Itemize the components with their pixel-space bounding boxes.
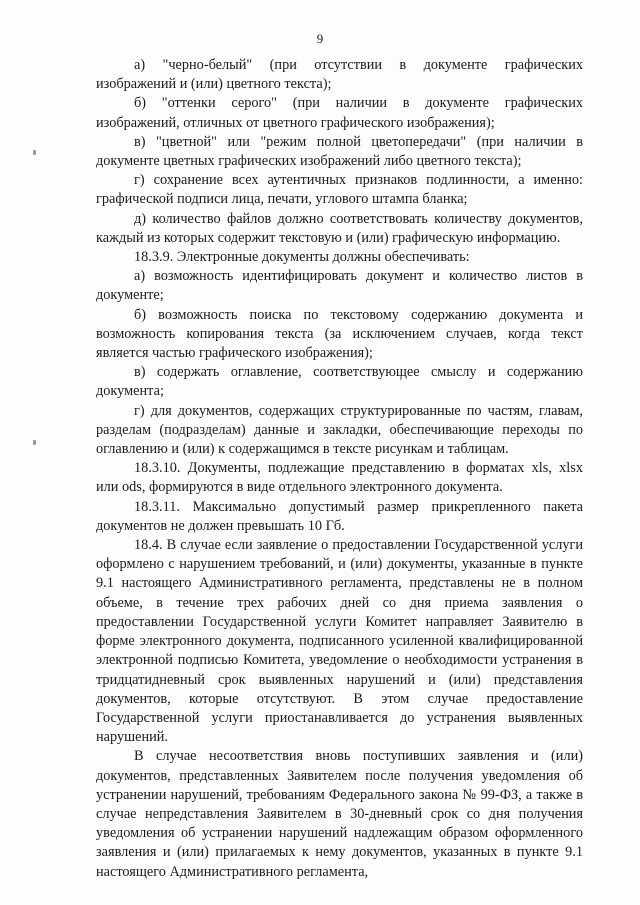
paragraph: д) количество файлов должно соответствовать количеству документов, каждый из которых содержит текстовую и (или) графическую информацию. <box>96 210 583 246</box>
paragraph: г) сохранение всех аутентичных признаков подлинности, а именно: графической подписи лица, печати, углового штампа бланка; <box>96 172 583 208</box>
paragraph: в) "цветной" или "режим полной цветопередачи" (при наличии в документе цветных графических изображений либо цветного текста); <box>96 133 583 170</box>
paragraph: б) возможность поиска по текстовому содержанию документа и возможность копирования текста (за исключением случаев, когда текст является частью графического изображения); <box>96 306 583 362</box>
paragraph: а) "черно-белый" (при отсутствии в документе графических изображений и (или) цветного текста); <box>96 57 583 93</box>
paragraph: г) для документов, содержащих структурированные по частям, главам, разделам (подразделам) данные и закладки, обеспечивающие переходы по оглавлению и (или) к содержащимся в тексте рисункам и таблицам. <box>96 402 583 458</box>
document-body <box>96 56 583 882</box>
paragraph: б) "оттенки серого" (при наличии в документе графических изображений, отличных от цветного графического изображения); <box>96 95 583 131</box>
scan-mark <box>33 440 36 445</box>
scan-mark <box>33 150 36 155</box>
paragraph: 18.4. В случае если заявление о предоставлении Государственной услуги оформлено с нарушением требований, и (или) документы, указанные в пункте 9.1 настоящего Административного регламента, представлены не в полном объеме, в течение трех рабочих дней со дня приема заявления о предоставлении Государственной услуги Комитет направляет Заявителю в форме электронного документа, подписанного усиленной квалифицированной электронной подписью Комитета, уведомление о необходимости устранения в тридцатидневный срок выявленных нарушений и (или) представления документов, которые отсутствуют. В этом случае предоставление Государственной услуги приостанавливается до устранения выявленных нарушений. <box>96 537 583 746</box>
paragraph: 18.3.11. Максимально допустимый размер прикрепленного пакета документов не должен превышать 10 Гб. <box>96 498 583 534</box>
page-number: 9 <box>316 31 324 46</box>
paragraph: а) возможность идентифицировать документ и количество листов в документе; <box>96 268 583 304</box>
paragraph: 18.3.10. Документы, подлежащие представлению в форматах xls, xlsx или ods, формируются в виде отдельного электронного документа. <box>96 460 583 496</box>
paragraph: 18.3.9. Электронные документы должны обеспечивать: <box>134 249 470 266</box>
paragraph: В случае несоответствия вновь поступивших заявления и (или) документов, представленных Заявителем после получения уведомления об устранении нарушений, требованиям Федерального закона № 99-ФЗ, а также в случае непредставления Заявителем в 30-дневный срок со дня получения уведомления об устранении нарушений надлежащим образом оформленного заявления и (или) прилагаемых к нему документов, указанных в пункте 9.1 настоящего Административного регламента, <box>96 748 583 880</box>
paragraph: в) содержать оглавление, соответствующее смыслу и содержанию документа; <box>96 364 583 400</box>
